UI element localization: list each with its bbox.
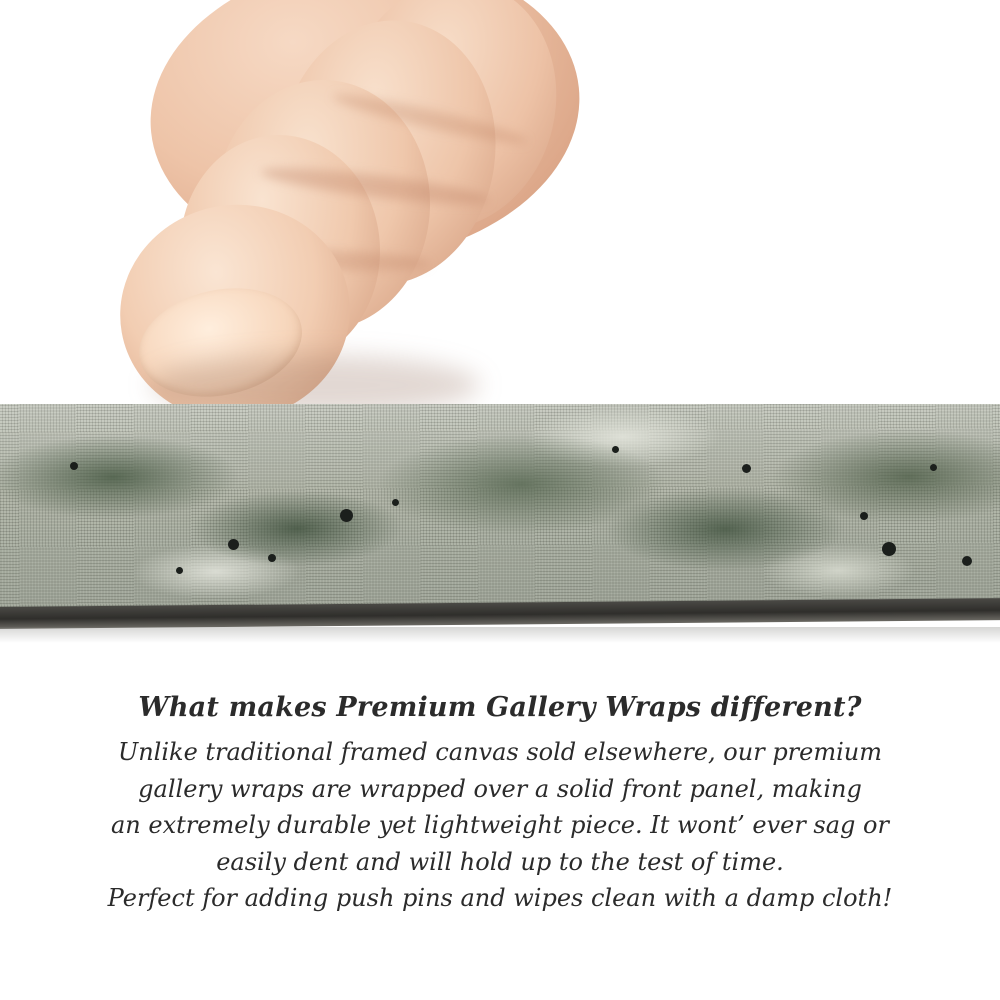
caption-body [0,734,1000,916]
caption-line: easily dent and will hold up to the test of time. [216,847,784,876]
caption-heading: What makes Premium Gallery Wraps different? [138,692,862,723]
canvas-speck [612,446,619,453]
canvas-speck [176,567,183,574]
canvas-speck [882,542,896,556]
canvas-edge-icon [0,404,1000,636]
caption-line: gallery wraps are wrapped over a solid front panel, making [138,774,862,803]
canvas-speck [70,462,78,470]
hand-icon [120,0,600,440]
caption-line: an extremely durable yet lightweight piece. It wont’ ever sag or [111,811,889,840]
caption-line: Unlike traditional framed canvas sold elsewhere, our premium [117,738,882,767]
canvas-speck [930,464,937,471]
canvas-drop-shadow [0,627,1000,643]
canvas-speck [860,512,868,520]
canvas-speck [340,509,353,522]
canvas-speck [962,556,972,566]
canvas-speck [392,499,399,506]
canvas-print-surface [0,404,1000,616]
caption-line: Perfect for adding push pins and wipes clean with a damp cloth! [107,884,893,913]
canvas-speck [742,464,751,473]
canvas-speck [228,539,239,550]
caption-block [0,690,1000,917]
canvas-speck [268,554,276,562]
